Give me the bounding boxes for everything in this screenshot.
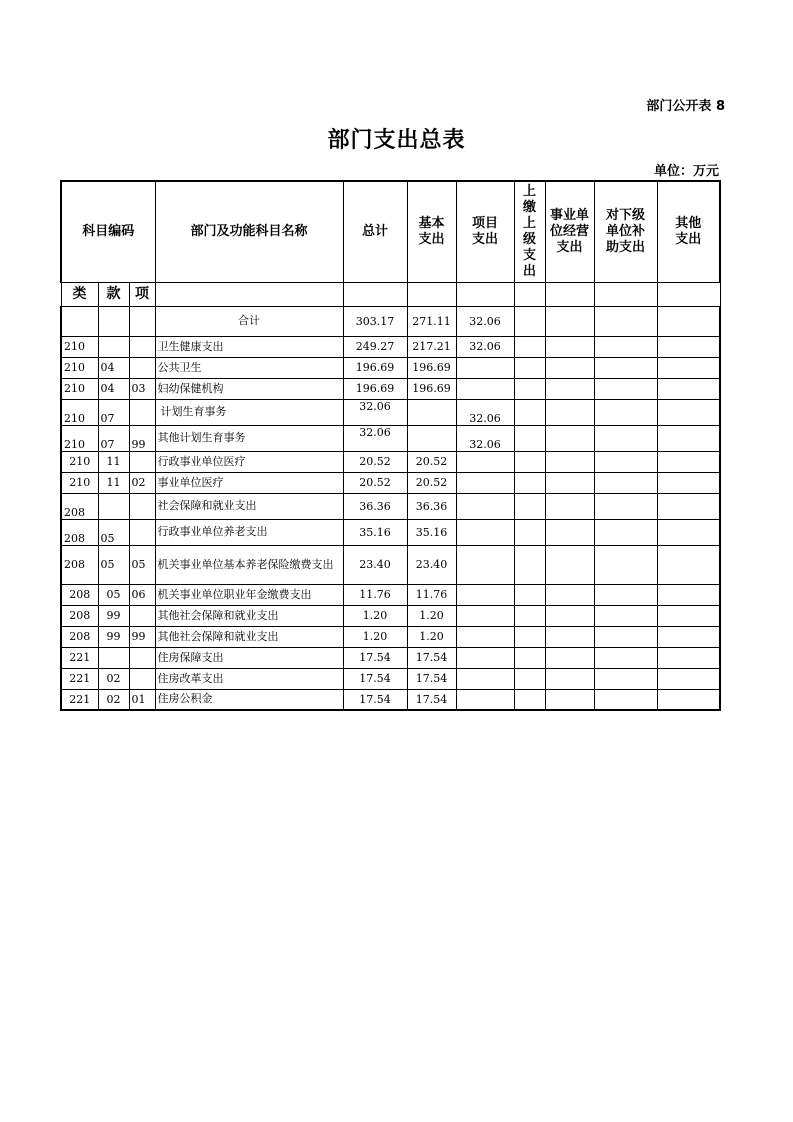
cell-other [657,626,720,647]
cell-total: 17.54 [343,689,407,710]
table-row [61,545,720,584]
cell-other [657,378,720,399]
cell-basic: 35.16 [407,519,456,545]
cell-total: 303.17 [343,306,407,336]
header-kuan: 款 [98,282,129,306]
cell-name: 行政事业单位医疗 [155,451,343,472]
cell-basic: 1.20 [407,626,456,647]
header-xiang: 项 [129,282,155,306]
cell-xiang: 03 [129,378,155,399]
cell-business [545,519,594,545]
cell-other [657,357,720,378]
cell-xiang: 06 [129,584,155,605]
cell-total: 17.54 [343,668,407,689]
cell-project [456,668,514,689]
header-blank [514,282,545,306]
cell-name: 住房公积金 [155,689,343,710]
page-title: 部门支出总表 [327,128,466,153]
cell-name: 其他计划生育事务 [155,425,343,451]
cell-basic: 20.52 [407,451,456,472]
cell-basic: 1.20 [407,605,456,626]
cell-lei: 221 [61,647,98,668]
cell-upper [514,605,545,626]
cell-lei: 208 [61,584,98,605]
header-blank [657,282,720,306]
cell-project [456,689,514,710]
cell-lei: 221 [61,689,98,710]
cell-project [456,472,514,493]
cell-project [456,647,514,668]
cell-lei: 208 [61,545,98,584]
cell-subsidy [594,689,657,710]
cell-project [456,357,514,378]
cell-upper [514,378,545,399]
cell-lei: 210 [61,451,98,472]
table-row [61,306,720,336]
header-business-text: 事业单位经营支出 [549,207,589,255]
cell-subsidy [594,451,657,472]
cell-lei [61,306,98,336]
cell-xiang [129,647,155,668]
header-upper [514,181,545,282]
cell-basic: 36.36 [407,493,456,519]
cell-subsidy [594,493,657,519]
cell-subsidy [594,626,657,647]
cell-lei: 210 [61,378,98,399]
header-blank [343,282,407,306]
cell-kuan [98,493,129,519]
cell-project [456,545,514,584]
cell-kuan [98,306,129,336]
cell-lei: 210 [61,399,98,425]
header-project-text: 项目支出 [471,215,498,247]
cell-project [456,519,514,545]
cell-lei: 208 [61,519,98,545]
cell-subsidy [594,519,657,545]
cell-other [657,493,720,519]
cell-basic: 196.69 [407,378,456,399]
cell-kuan: 02 [98,668,129,689]
cell-xiang [129,668,155,689]
cell-business [545,584,594,605]
cell-business [545,357,594,378]
cell-subsidy [594,357,657,378]
table-row [61,425,720,451]
cell-business [545,647,594,668]
cell-total: 196.69 [343,357,407,378]
cell-name: 计划生育事务 [155,399,343,425]
cell-project: 32.06 [456,336,514,357]
cell-total: 196.69 [343,378,407,399]
cell-business [545,336,594,357]
cell-other [657,647,720,668]
cell-business [545,689,594,710]
unit-label: 单位：万元 [653,164,719,179]
cell-other [657,451,720,472]
cell-xiang [129,493,155,519]
header-basic-text: 基本支出 [418,215,445,247]
cell-xiang: 99 [129,425,155,451]
table-row [61,493,720,519]
cell-kuan: 05 [98,545,129,584]
cell-xiang [129,336,155,357]
cell-other [657,668,720,689]
cell-other [657,545,720,584]
cell-other [657,472,720,493]
cell-other [657,336,720,357]
header-blank [456,282,514,306]
cell-total: 23.40 [343,545,407,584]
cell-upper [514,545,545,584]
cell-project [456,626,514,647]
table-row [61,626,720,647]
cell-business [545,451,594,472]
cell-upper [514,399,545,425]
cell-basic: 217.21 [407,336,456,357]
table-row [61,336,720,357]
table-row [61,605,720,626]
cell-business [545,472,594,493]
cell-other [657,425,720,451]
cell-total: 36.36 [343,493,407,519]
expenditure-table [60,180,721,711]
header-blank [594,282,657,306]
cell-business [545,605,594,626]
cell-basic [407,399,456,425]
cell-project [456,451,514,472]
table-row [61,451,720,472]
table-row [61,378,720,399]
cell-upper [514,472,545,493]
cell-upper [514,306,545,336]
cell-basic: 271.11 [407,306,456,336]
cell-project: 32.06 [456,306,514,336]
cell-kuan: 11 [98,451,129,472]
cell-basic: 23.40 [407,545,456,584]
header-blank [545,282,594,306]
cell-name: 行政事业单位养老支出 [155,519,343,545]
cell-upper [514,425,545,451]
table-row [61,668,720,689]
cell-total: 32.06 [343,425,407,451]
cell-xiang: 05 [129,545,155,584]
cell-lei: 208 [61,605,98,626]
cell-name: 合计 [155,306,343,336]
cell-business [545,378,594,399]
header-lei: 类 [61,282,98,306]
header-upper-text: 上缴上级支出 [522,183,536,279]
cell-name: 事业单位医疗 [155,472,343,493]
cell-name: 其他社会保障和就业支出 [155,605,343,626]
cell-subsidy [594,425,657,451]
cell-subsidy [594,472,657,493]
cell-upper [514,493,545,519]
cell-kuan [98,647,129,668]
cell-lei: 210 [61,425,98,451]
cell-name: 公共卫生 [155,357,343,378]
cell-kuan: 02 [98,689,129,710]
cell-subsidy [594,378,657,399]
header-name: 部门及功能科目名称 [155,181,343,282]
cell-xiang [129,399,155,425]
cell-business [545,493,594,519]
cell-subsidy [594,306,657,336]
header-basic [407,181,456,282]
cell-upper [514,647,545,668]
table-reference-label: 部门公开表 8 [646,99,725,114]
cell-business [545,399,594,425]
cell-name: 社会保障和就业支出 [155,493,343,519]
cell-upper [514,336,545,357]
table-row [61,519,720,545]
cell-total: 20.52 [343,472,407,493]
header-other-text: 其他支出 [675,215,702,247]
table-row [61,647,720,668]
cell-project: 32.06 [456,399,514,425]
cell-xiang [129,306,155,336]
cell-kuan: 11 [98,472,129,493]
cell-total: 35.16 [343,519,407,545]
cell-lei: 221 [61,668,98,689]
cell-kuan: 05 [98,584,129,605]
cell-kuan: 04 [98,378,129,399]
cell-xiang: 01 [129,689,155,710]
table-row [61,584,720,605]
cell-basic [407,425,456,451]
cell-basic: 17.54 [407,647,456,668]
cell-name: 住房改革支出 [155,668,343,689]
header-subsidy-text: 对下级单位补助支出 [605,207,645,255]
cell-total: 32.06 [343,399,407,425]
cell-business [545,306,594,336]
header-project [456,181,514,282]
cell-project [456,584,514,605]
cell-kuan: 07 [98,399,129,425]
cell-basic: 196.69 [407,357,456,378]
cell-upper [514,584,545,605]
cell-basic: 11.76 [407,584,456,605]
header-business [545,181,594,282]
header-code-group: 科目编码 [61,181,155,282]
table-row [61,399,720,425]
cell-business [545,425,594,451]
cell-total: 1.20 [343,605,407,626]
cell-upper [514,626,545,647]
cell-upper [514,357,545,378]
cell-basic: 17.54 [407,668,456,689]
cell-name: 卫生健康支出 [155,336,343,357]
cell-kuan [98,336,129,357]
cell-xiang: 99 [129,626,155,647]
cell-upper [514,519,545,545]
cell-upper [514,451,545,472]
cell-business [545,545,594,584]
header-subsidy [594,181,657,282]
header-blank [407,282,456,306]
cell-subsidy [594,336,657,357]
cell-name: 其他社会保障和就业支出 [155,626,343,647]
cell-upper [514,668,545,689]
header-other [657,181,720,282]
cell-project: 32.06 [456,425,514,451]
cell-other [657,519,720,545]
cell-total: 11.76 [343,584,407,605]
cell-other [657,605,720,626]
cell-total: 20.52 [343,451,407,472]
cell-upper [514,689,545,710]
cell-subsidy [594,668,657,689]
cell-xiang [129,519,155,545]
cell-xiang: 02 [129,472,155,493]
cell-other [657,584,720,605]
cell-other [657,306,720,336]
cell-xiang [129,605,155,626]
cell-lei: 208 [61,493,98,519]
cell-business [545,668,594,689]
cell-subsidy [594,605,657,626]
table-row [61,472,720,493]
table-row [61,357,720,378]
cell-subsidy [594,399,657,425]
cell-business [545,626,594,647]
cell-lei: 210 [61,357,98,378]
cell-name: 住房保障支出 [155,647,343,668]
cell-subsidy [594,647,657,668]
cell-kuan: 05 [98,519,129,545]
cell-xiang [129,357,155,378]
cell-project [456,378,514,399]
cell-name: 机关事业单位职业年金缴费支出 [155,584,343,605]
cell-xiang [129,451,155,472]
cell-other [657,689,720,710]
header-total: 总计 [343,181,407,282]
cell-lei: 210 [61,336,98,357]
cell-basic: 17.54 [407,689,456,710]
cell-kuan: 99 [98,626,129,647]
cell-subsidy [594,584,657,605]
cell-subsidy [594,545,657,584]
cell-other [657,399,720,425]
cell-basic: 20.52 [407,472,456,493]
cell-name: 妇幼保健机构 [155,378,343,399]
cell-lei: 208 [61,626,98,647]
cell-kuan: 07 [98,425,129,451]
cell-total: 1.20 [343,626,407,647]
table-row [61,689,720,710]
cell-lei: 210 [61,472,98,493]
cell-name: 机关事业单位基本养老保险缴费支出 [155,545,343,584]
cell-total: 249.27 [343,336,407,357]
cell-project [456,605,514,626]
cell-kuan: 04 [98,357,129,378]
cell-kuan: 99 [98,605,129,626]
cell-project [456,493,514,519]
cell-total: 17.54 [343,647,407,668]
header-blank [155,282,343,306]
